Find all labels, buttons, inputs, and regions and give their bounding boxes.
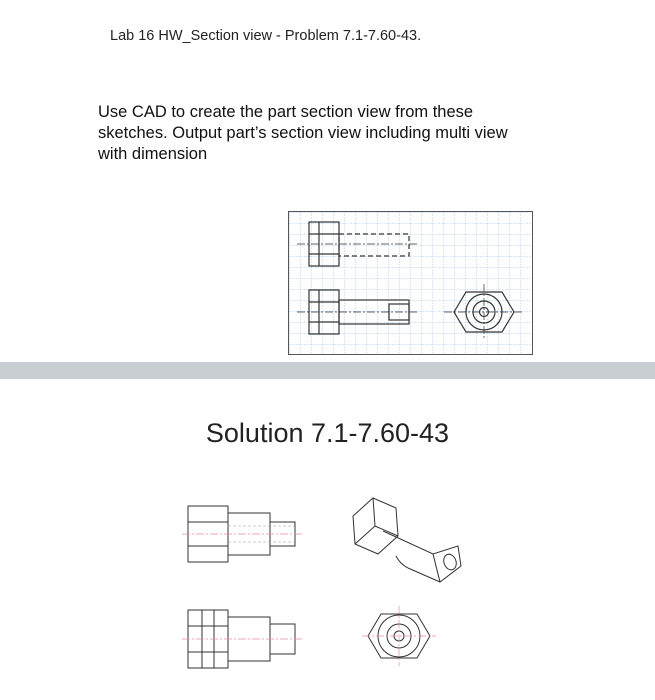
solution-isometric-view [353,498,461,582]
solution-top-view [182,506,302,562]
divider-bar [0,362,655,379]
solution-title: Solution 7.1-7.60-43 [205,418,450,448]
solution-front-view [182,610,302,668]
sketch-figure [288,211,533,355]
solution-side-view [362,606,436,666]
sketch-drawing [289,212,531,353]
solution-drawing [178,486,478,686]
header-line: Lab 16 HW_Section view - Problem 7.1-7.60-43. [110,28,422,44]
solution-figure [178,486,478,686]
instructions-text: Use CAD to create the part section view from these sketches. Output part’s section view including multi view with dimension [98,103,508,163]
